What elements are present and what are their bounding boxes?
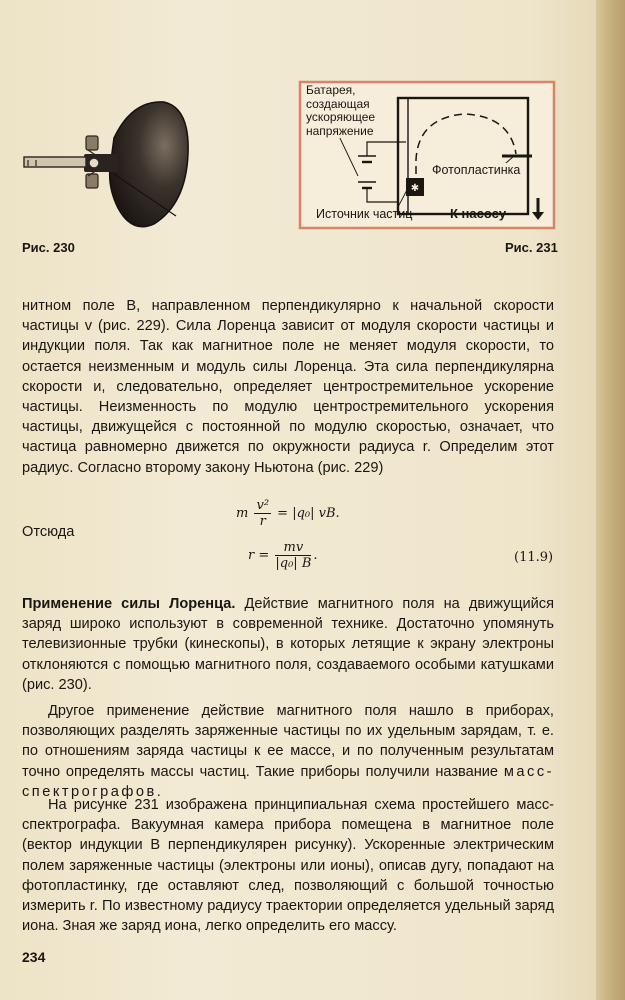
battery-label-line-4: напряжение <box>306 123 374 138</box>
formula1-denominator: r <box>259 514 266 529</box>
paragraph-2-body: Действие магнитного поля на движущийся заряд широко используют в современной технике. Достаточно упомянуть телевизионные трубки (кинескопы), в которых летящие к экрану электроны отклоняются с помощью магнитного поля, создаваемого особыми катушками (рис. 230). <box>22 596 555 693</box>
formula1-mass: m <box>236 506 249 521</box>
formula2-period: . <box>313 548 318 563</box>
formula1-rhs: = |q₀| vB. <box>277 506 340 521</box>
svg-text:✱: ✱ <box>410 183 420 194</box>
paragraph-3-body: Другое применение действие магнитного поля нашло в приборах, позволяющих разделять заряженные частицы по их удельным зарядам, т. е. по отношениям заряда частицы к ее массе, и по полученным результатам точно определять массы частиц. Такие приборы получили название <box>22 703 554 780</box>
equation-number: (11.9) <box>514 550 554 565</box>
formula2-lhs: r = <box>248 548 270 563</box>
particle-source-label: Источник частиц <box>316 207 413 221</box>
battery-label-line-3: ускоряющее <box>306 110 376 124</box>
formula1-fraction <box>254 498 271 529</box>
page-number: 234 <box>22 949 46 965</box>
formula1-numerator: v² <box>256 498 270 513</box>
paragraph-lorentz-circle: нитном поле B, направленном перпендикулярно к начальной скорости частицы v (рис. 229). Сила Лоренца зависит от модуля скорости частицы и индукции поля. Так как магнитное поле не меняет модуля скорости, то остается неизменным и модуль силы Лоренца. Эта сила перпендикулярна скорости и, следовательно, определяет центростремительное ускорение частицы. Неизменность по модулю центростремительного ускорения частицы, движущейся с постоянной по модулю скоростью, означает, что частица равномерно движется по окружности радиуса r. Определим этот радиус. Согласно второму закону Ньютона (рис. 229) <box>22 298 554 476</box>
formula2-denominator: |q₀| B <box>275 556 312 571</box>
formula-radius <box>248 540 318 571</box>
pump-label: К насосу <box>450 206 507 221</box>
formula2-fraction <box>275 540 311 571</box>
battery-label-line-2: создающая <box>306 96 370 111</box>
formula2-numerator: mv <box>275 540 311 556</box>
section-title: Применение силы Лоренца. <box>22 596 236 612</box>
book-spine-edge <box>596 0 625 1000</box>
text-otsyuda: Отсюда <box>22 524 75 540</box>
term-mass-spectrographs: масс-спектрографов. <box>22 763 554 800</box>
paragraph-lorentz-application <box>22 594 554 695</box>
figure-230-picture-tube <box>14 88 214 238</box>
figure-231-caption: Рис. 231 <box>505 240 558 255</box>
paragraph-figure-231-description: На рисунке 231 изображена принципиальная схема простейшего масс-спектрографа. Вакуумная камера прибора помещена в магнитное поле (вектор индукции B перпендикулярен рисунку). Ускоренные электрическим полем заряженные частицы (электроны или ионы), описав дугу, попадают на фотопластинку, где оставляют след, позволяющий с большой точностью измерить r. По известному радиусу траектории определяется удельный заряд иона. Зная же заряд иона, легко определить его массу. <box>22 797 554 935</box>
photoplate-label: Фотопластинка <box>432 163 521 177</box>
paragraph-mass-spectrographs <box>22 701 554 802</box>
figure-230-caption: Рис. 230 <box>22 240 75 255</box>
formula-newton-second-law <box>236 498 340 529</box>
battery-label-line-1: Батарея, <box>306 83 356 97</box>
battery-label <box>306 84 375 138</box>
